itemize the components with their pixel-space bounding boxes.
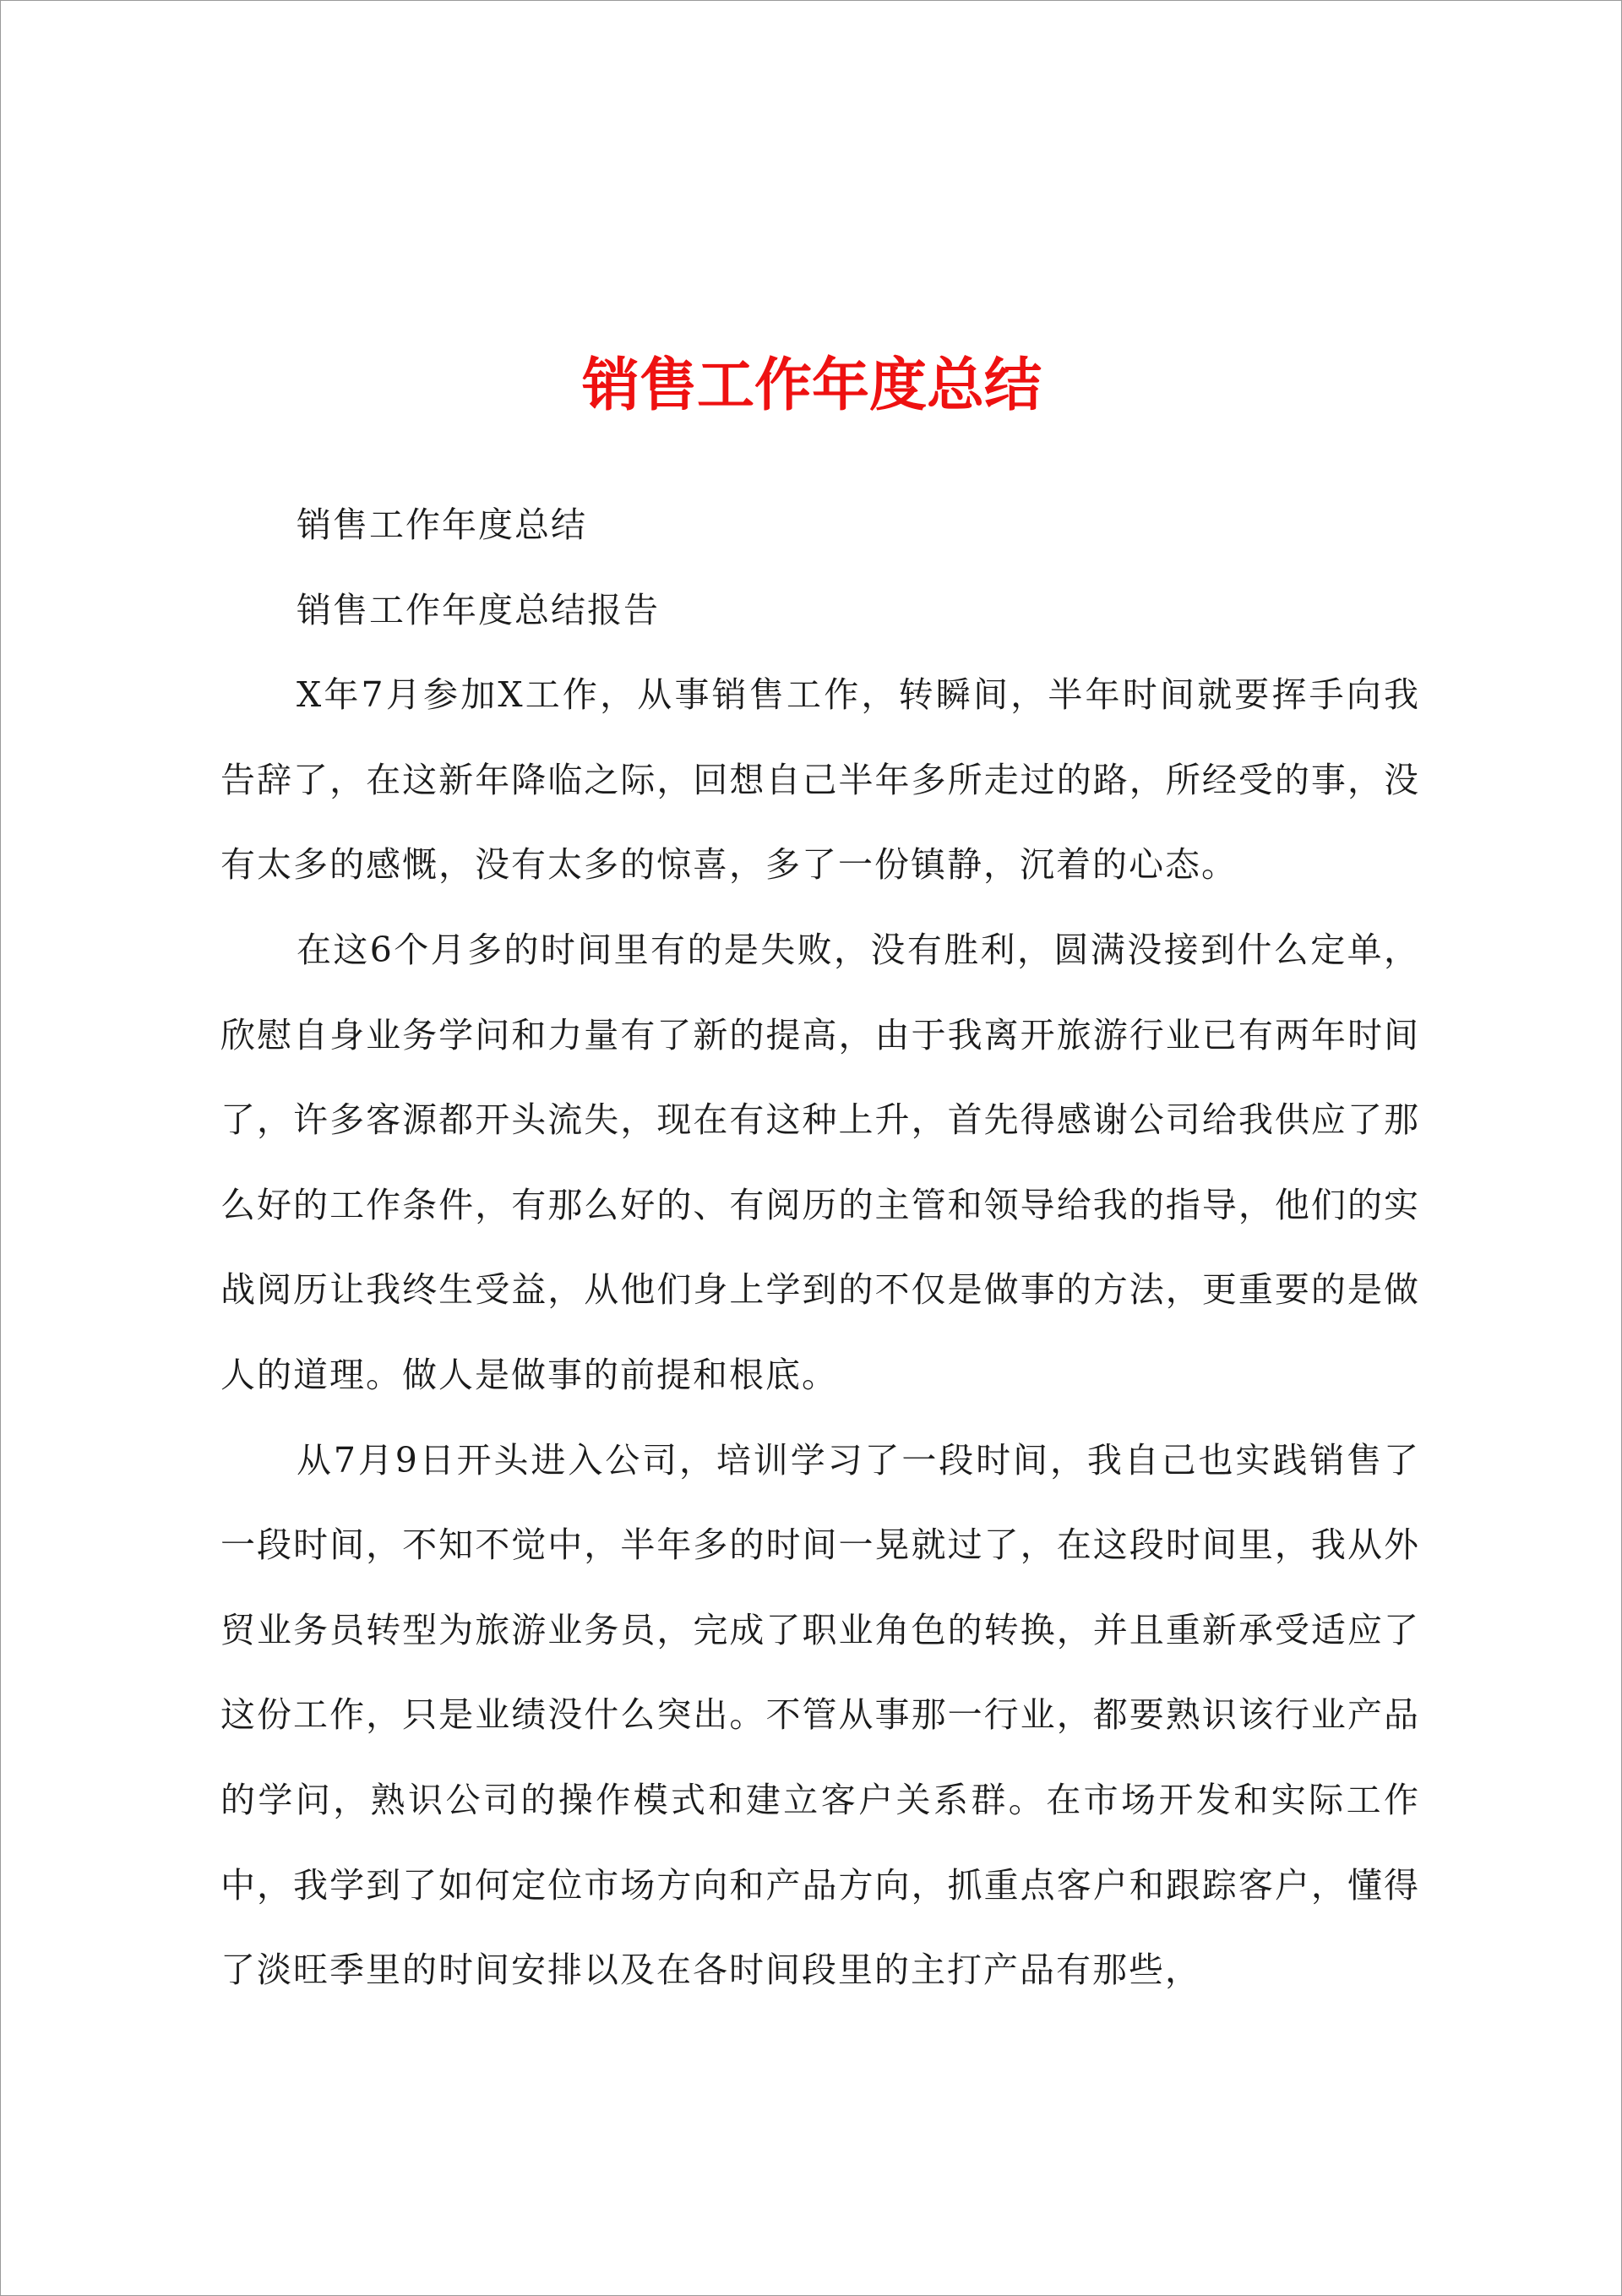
body-paragraph: 从7月9日开头进入公司，培训学习了一段时间，我自己也实践销售了一段时间，不知不觉中，半年多的时间一晃就过了，在这段时间里，我从外贸业务员转型为旅游业务员，完成了职业角色的转换，并且重新承受适应了这份工作，只是业绩没什么突出。不管从事那一行业，都要熟识该行业产品的学问，熟识公司的操作模式和建立客户关系群。在市场开发和实际工作中，我学到了如何定位市场方向和产品方向，抓重点客户和跟踪客户，懂得了淡旺季里的时间安排以及在各时间段里的主打产品有那些， <box>220 1439 1420 1991</box>
body-paragraph: X年7月参加X工作，从事销售工作，转瞬间，半年时间就要挥手向我告辞了，在这新年降临之际，回想自己半年多所走过的路，所经受的事，没有太多的感慨，没有太多的惊喜，多了一份镇静，沉着的心态。 <box>220 674 1420 886</box>
document-body <box>220 483 1420 2013</box>
document-title: 销售工作年度总结 <box>581 352 1042 419</box>
heading-paragraph: 销售工作年度总结 <box>297 504 587 545</box>
subheading-paragraph: 销售工作年度总结报告 <box>297 589 660 630</box>
body-paragraph: 在这6个月多的时间里有的是失败，没有胜利，圆满没接到什么定单，欣慰自身业务学问和力量有了新的提高，由于我离开旅游行业已有两年时间了，许多客源都开头流失，现在有这种上升，首先得感谢公司给我供应了那么好的工作条件，有那么好的、有阅历的主管和领导给我的指导，他们的实战阅历让我终生受益，从他们身上学到的不仅是做事的方法，更重要的是做人的道理。做人是做事的前提和根底。 <box>220 929 1420 1395</box>
